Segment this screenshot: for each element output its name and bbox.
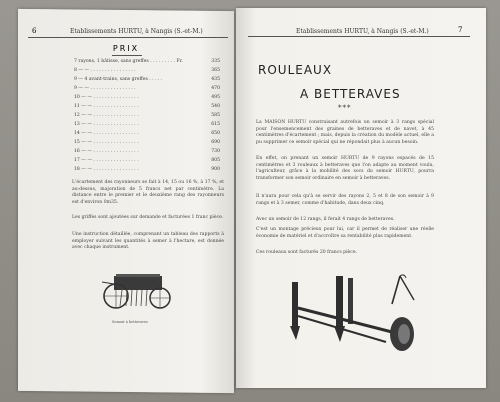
left-page-header: Etablissements HURTU, à Nangis (S.-et-M.) xyxy=(70,28,203,35)
price-row: 14 — — . . . . . . . . . . . . . . . . 650 xyxy=(74,131,220,136)
price-row: 12 — — . . . . . . . . . . . . . . . . 585 xyxy=(74,113,220,118)
right-paragraph-4: Avec un semoir de 12 rangs, il ferait 4 rangs de betteraves. xyxy=(256,217,395,222)
price-row: 8 — — . . . . . . . . . . . . . . . . 365 xyxy=(74,68,220,73)
price-row: 16 — — . . . . . . . . . . . . . . . . 730 xyxy=(74,149,220,154)
price-list xyxy=(74,59,224,176)
price-row: 11 — — . . . . . . . . . . . . . . . . 540 xyxy=(74,104,220,109)
price-row: 17 — — . . . . . . . . . . . . . . . . 805 xyxy=(74,158,220,163)
left-paragraph-2: Les griffes sont ajoutées sur demande et facturées 1 franc pièce. xyxy=(72,215,224,220)
title-line-2: A BETTERAVES xyxy=(300,87,401,101)
price-title-underline xyxy=(112,55,142,56)
price-row: 9 — 4 avant-trains, sans greffes . . . . . 435 xyxy=(74,77,220,82)
title-ornament: *** xyxy=(338,104,352,112)
figure-caption: Semoir à betteraves xyxy=(112,320,148,324)
beet-roller-illustration xyxy=(282,270,432,362)
right-paragraph-5: C'est un montage précieux pour lui, car il permet de réaliser une réelle économie de matériel et d'accroître sa rentabilité plus rapidement. xyxy=(256,227,434,239)
right-paragraph-2: En effet, on prenant un semoir HURTU de 9 rayons espacés de 15 centimètres et 3 rouleaux à betteraves que l'on adapte au moment voulu, l'agriculteur, grâce à la mobilité des socs du semoir HURTU, pourra transformer son semoir ordinaire en semoir à betteraves. xyxy=(256,156,434,181)
price-section-title: PRIX xyxy=(112,44,140,53)
price-row: 10 — — . . . . . . . . . . . . . . . . 495 xyxy=(74,95,220,100)
right-paragraph-6: Ces rouleaux sont facturés 20 francs pièce. xyxy=(256,250,358,255)
left-page-number: 6 xyxy=(32,27,37,35)
seed-drill-illustration xyxy=(100,262,172,318)
right-page-number: 7 xyxy=(458,26,463,34)
price-row: 9 — — . . . . . . . . . . . . . . . . 470 xyxy=(74,86,220,91)
right-paragraph-1: La MAISON HURTU construisant autrefois un semoir à 3 rangs spécial pour l'ensemencement des graines de betteraves et de navet, à 45 centimètres d'écartement ; mais, depuis la création du modèle actuel, elle a pu supprimer ce semoir spécial qui ne répondait plus à aucun besoin. xyxy=(256,120,434,145)
title-line-1: ROULEAUX xyxy=(258,63,333,77)
left-paragraph-3: Une instruction détaillée, comprenant un tableau des rapports à employer suivant les quantités à semer à l'hectare, est donnée avec chaque instrument. xyxy=(72,232,224,251)
right-page-header: Etablissements HURTU, à Nangis (S.-et-M.) xyxy=(296,28,429,35)
left-paragraph-1: L'écartement des rayonneurs se fait à 14, 15 ou 16 %, à 17 %, et au-dessus, majoration de 5 francs net par centimètre. La distance entre le premier et le deuxième rang des rayonneurs est d'environ 0m35. xyxy=(72,180,224,205)
price-row: 18 — — . . . . . . . . . . . . . . . . 900 xyxy=(74,167,220,172)
left-header-rule xyxy=(28,37,228,38)
right-paragraph-3: Il n'aura pour cela qu'à se servir des rayons 2, 5 et 8 de son semoir à 9 rangs et à 3 semer, comme d'habitude, dans deux cinq. xyxy=(256,194,434,206)
price-row: 15 — — . . . . . . . . . . . . . . . . 690 xyxy=(74,140,220,145)
price-row: 13 — — . . . . . . . . . . . . . . . . 615 xyxy=(74,122,220,127)
price-row: 7 rayons, 1 bâtisse, sans greffes . . . . . . . . . Fr. 335 xyxy=(74,59,220,64)
right-header-rule xyxy=(248,36,470,37)
